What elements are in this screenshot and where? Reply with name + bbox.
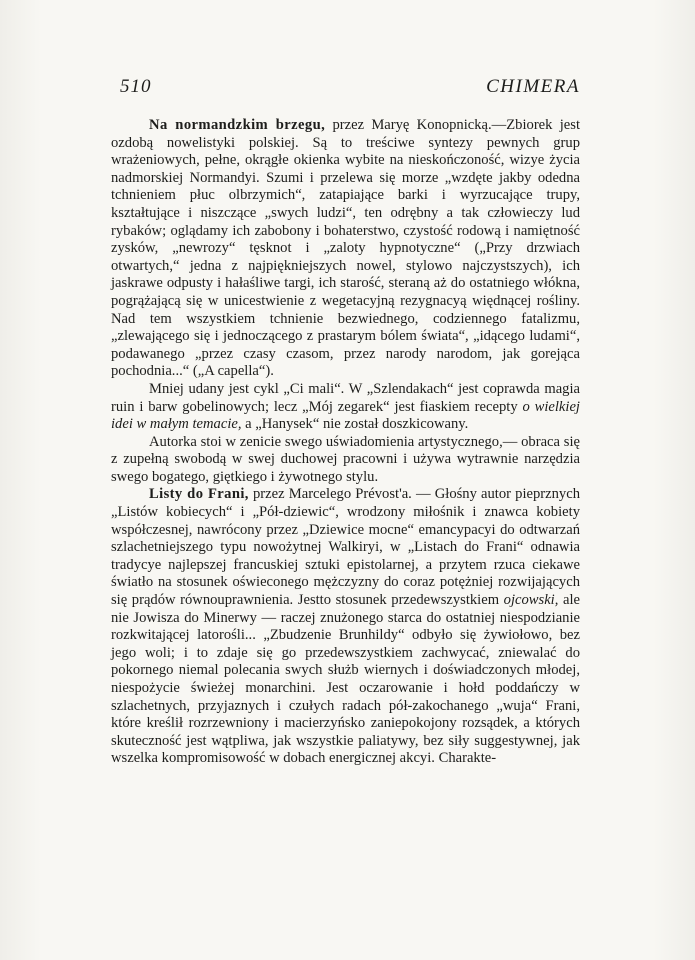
italic-phrase: o wielkiej idei w małym temacie, xyxy=(111,398,580,433)
review-text: przez Marcelego Prévost'a. — Głośny autor pieprznych „Listów kobiecych“ i „Pół-dziewic“, wrodzony miłośnik i znawca kobiety współczesnej, nawrócony przez „Dziewice mocne“ emancypacyi do odtwarzań szlachetniejszego typu nowożytnej Walkiryi, w „Listach do Frani“ odnawia tradycye najlepszej francuskiej sztuki epistolarnej, a przytem rzuca ciekawe światło na stosunek oświeconego mężczyzny do coraz potężniej rozwijających się prądów równouprawnienia. Jestto stosunek przedewszystkiem xyxy=(111,486,581,609)
review-title: Na normandzkim brzegu, xyxy=(149,117,326,133)
review-paragraph xyxy=(111,381,580,434)
page-header xyxy=(120,76,580,100)
review-text: przez Maryę Konopnicką.—Zbiorek jest ozdobą nowelistyki polskiej. Są to treściwe syntezy pewnych grup wrażeniowych, pełne, okrągłe okienka wybite na nieskończoność, wizye życia nadmorskiej Normandyi. Szumi i przelewa się morze „wzdęte jakby odedna tchnieniem płuc olbrzymich“, zatapiające barki i wyrzucające trupy, kształtujące i niszczące „swych ludzi“, ten odrębny a tak człowieczy lud rybaków; oglądamy ich zabobony i bohaterstwo, czystość rodową i namiętność zysków, „newrozy“ tęsknot i „zaloty hypnotyczne“ („Przy drzwiach otwartych,“ jedna z najpiękniejszych nowel, stylowo najczystszych), ich jaskrawe odpusty i hałaśliwe targi, ich starość, steraną aż do ostatniego włókna, pogrążającą się w unicestwienie z wegetacyjną rezygnacyą więdnącej rośliny. Nad tem wszystkiem tchnienie bezwiednego, codziennego fatalizmu, „zlewającego się i jednoczącego z prastarym bólem świata“, „idącego ludami“, podawanego „przez czasy czasom, przez narody narodom, jak gorejąca pochodnia...“ („A capella“). xyxy=(111,117,580,380)
review-paragraph: Autorka stoi w zenicie swego uświadomienia artystycznego,— obraca się z zupełną swobodą w swej duchowej pracowni i używa wytrawnie narzędzia swego bogatego, giętkiego i żywotnego stylu. xyxy=(111,433,580,485)
running-title: CHIMERA xyxy=(486,76,580,97)
italic-phrase: ojcowski, xyxy=(503,592,559,609)
page-number: 510 xyxy=(120,76,152,97)
review-text: a „Hanysek“ nie został doszkicowany. xyxy=(241,416,469,433)
review-text: ale nie Jowisza do Minerwy — raczej znużonego starca do ostatniej niespodzianie rozkwitającej latorośli... „Zbudzenie Brunhildy“ odbyło się żywiołowo, bez jego woli; i to zdaje się go przedewszystkiem zachwycać, zniewalać do pokornego niemal polecania swych służb wiernych i doświadczonych młodej, niespożycie świeżej monarchini. Jest oczarowanie i hołd poddańczy w szlachetnych, przyjaznych i czułych radach pół-zakochanego „wuja“ Frani, które kreślił rozrzewniony i macierzyńsko zaniepokojony rozsądek, a których skuteczność jest wątpliwa, jak wszystkie paliatywy, bez siły suggestywnej, jak wszelka kompromisowość w dobach energicznej akcyi. Charakte- xyxy=(111,592,580,767)
review-title: Listy do Frani, xyxy=(149,486,249,503)
review-paragraph xyxy=(111,486,580,768)
page-body xyxy=(111,117,580,768)
review-text: Mniej udany jest cykl „Ci mali“. W „Szlendakach“ jest coprawda magia ruin i barw gobelinowych; lecz „Mój zegarek“ jest fiaskiem recepty xyxy=(111,380,580,415)
review-paragraph xyxy=(111,117,580,381)
